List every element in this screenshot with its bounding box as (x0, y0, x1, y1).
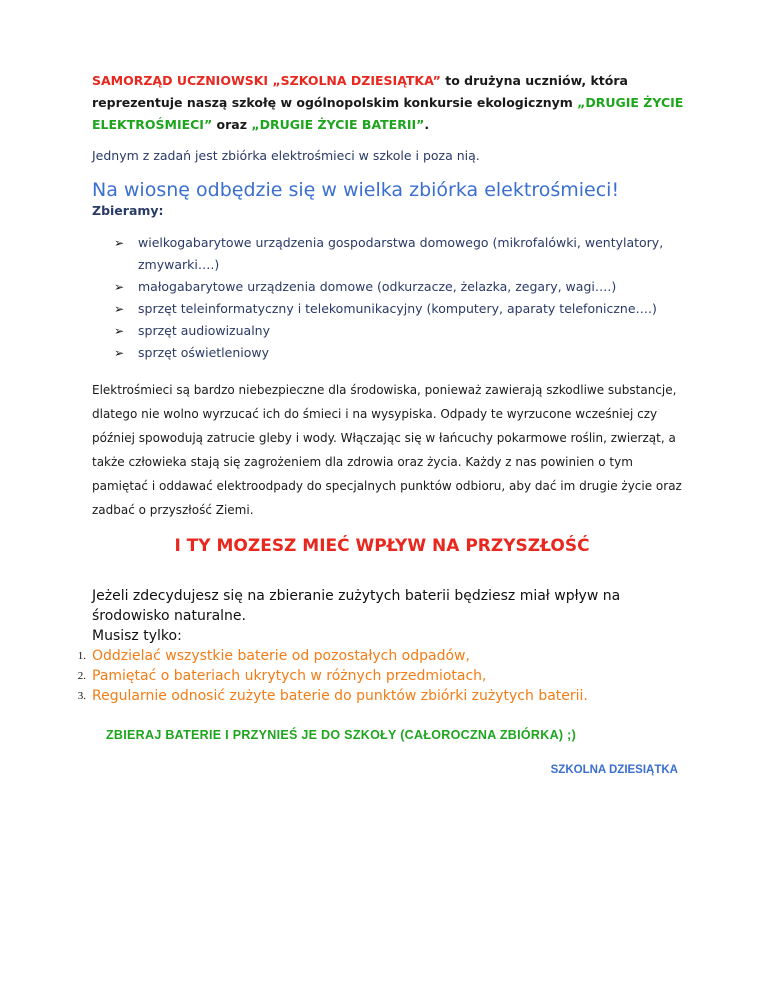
step-text: Pamiętać o bateriach ukrytych w różnych przedmiotach, (92, 668, 487, 684)
steps-list (77, 646, 692, 706)
task-line: Jednym z zadań jest zbiórka elektrośmieci w szkole i poza nią. (92, 148, 480, 163)
list-item (77, 666, 692, 686)
list-item: ➢ sprzęt audiowizualny (114, 320, 692, 342)
list-item: ➢ sprzęt teleinformatyczny i telekomunikacyjny (komputery, aparaty telefoniczne….) (114, 298, 692, 320)
list-item: ➢ małogabarytowe urządzenia domowe (odkurzacze, żelazka, zegary, wagi….) (114, 276, 692, 298)
step-number: 1. (77, 650, 86, 662)
intro-end: . (424, 117, 430, 132)
must-label: Musisz tylko: (92, 628, 182, 644)
intro-paragraph (92, 70, 692, 136)
battery-intro: Jeżeli zdecydujesz się na zbieranie zużytych baterii będziesz miał wpływ na środowisko naturalne. Musisz tylko: (92, 588, 621, 644)
warning-paragraph: Elektrośmieci są bardzo niebezpieczne dla środowiska, ponieważ zawierają szkodliwe substancje, dlatego nie wolno wyrzucać ich do śmieci i na wysypiska. Odpady te wyrzucone wcześniej czy później spowodują zatrucie gleby i wody. Włączając się w łańcuchy pokarmowe roślin, zwierząt, a także człowieka stają się zagrożeniem dla zdrowia oraz życia. Każdy z nas powinien o tym pamiętać i oddawać elektroodpady do specjalnych punktów odbioru, aby dać im drugie życie oraz zadbać o przyszłość Ziemi. (92, 383, 682, 517)
arrow-right-icon: ➢ (114, 302, 125, 316)
document-page (77, 70, 692, 776)
step-text: Regularnie odnosić zużyte baterie do punktów zbiórki zużytych baterii. (92, 688, 588, 704)
spring-heading: Na wiosnę odbędzie się w wielka zbiórka elektrośmieci! (92, 179, 620, 201)
future-heading: I TY MOZESZ MIEĆ WPŁYW NA PRZYSZŁOŚĆ (174, 536, 590, 556)
intro-connector: oraz (212, 117, 252, 132)
arrow-right-icon: ➢ (114, 324, 125, 338)
step-text: Oddzielać wszystkie baterie od pozostałych odpadów, (92, 648, 470, 664)
step-number: 2. (77, 670, 86, 682)
list-item (77, 686, 692, 706)
list-item: ➢ wielkogabarytowe urządzenia gospodarstwa domowego (mikrofalówki, wentylatory, zmywarki….) (114, 232, 692, 276)
list-item: ➢ sprzęt oświetleniowy (114, 342, 692, 364)
step-number: 3. (77, 690, 86, 702)
list-item (77, 646, 692, 666)
intro-text: to drużyna uczniów, która reprezentuje naszą szkołę w ogólnopolskim konkursie ekologicznym (92, 73, 628, 110)
council-name: SAMORZĄD UCZNIOWSKI „SZKOLNA DZIESIĄTKA” (92, 73, 441, 88)
collect-label: Zbieramy: (92, 203, 164, 218)
arrow-right-icon: ➢ (114, 236, 125, 250)
collect-list (92, 232, 692, 364)
arrow-right-icon: ➢ (114, 346, 125, 360)
contest-name-battery: „DRUGIE ŻYCIE BATERII” (251, 117, 425, 132)
arrow-right-icon: ➢ (114, 280, 125, 294)
bring-batteries-line: ZBIERAJ BATERIE I PRZYNIEŚ JE DO SZKOŁY (CAŁOROCZNA ZBIÓRKA) ;) (106, 728, 577, 742)
contest-name-electro: „DRUGIE ŻYCIE ELEKTROŚMIECI” (92, 95, 684, 132)
signature: SZKOLNA DZIESIĄTKA (550, 764, 678, 776)
